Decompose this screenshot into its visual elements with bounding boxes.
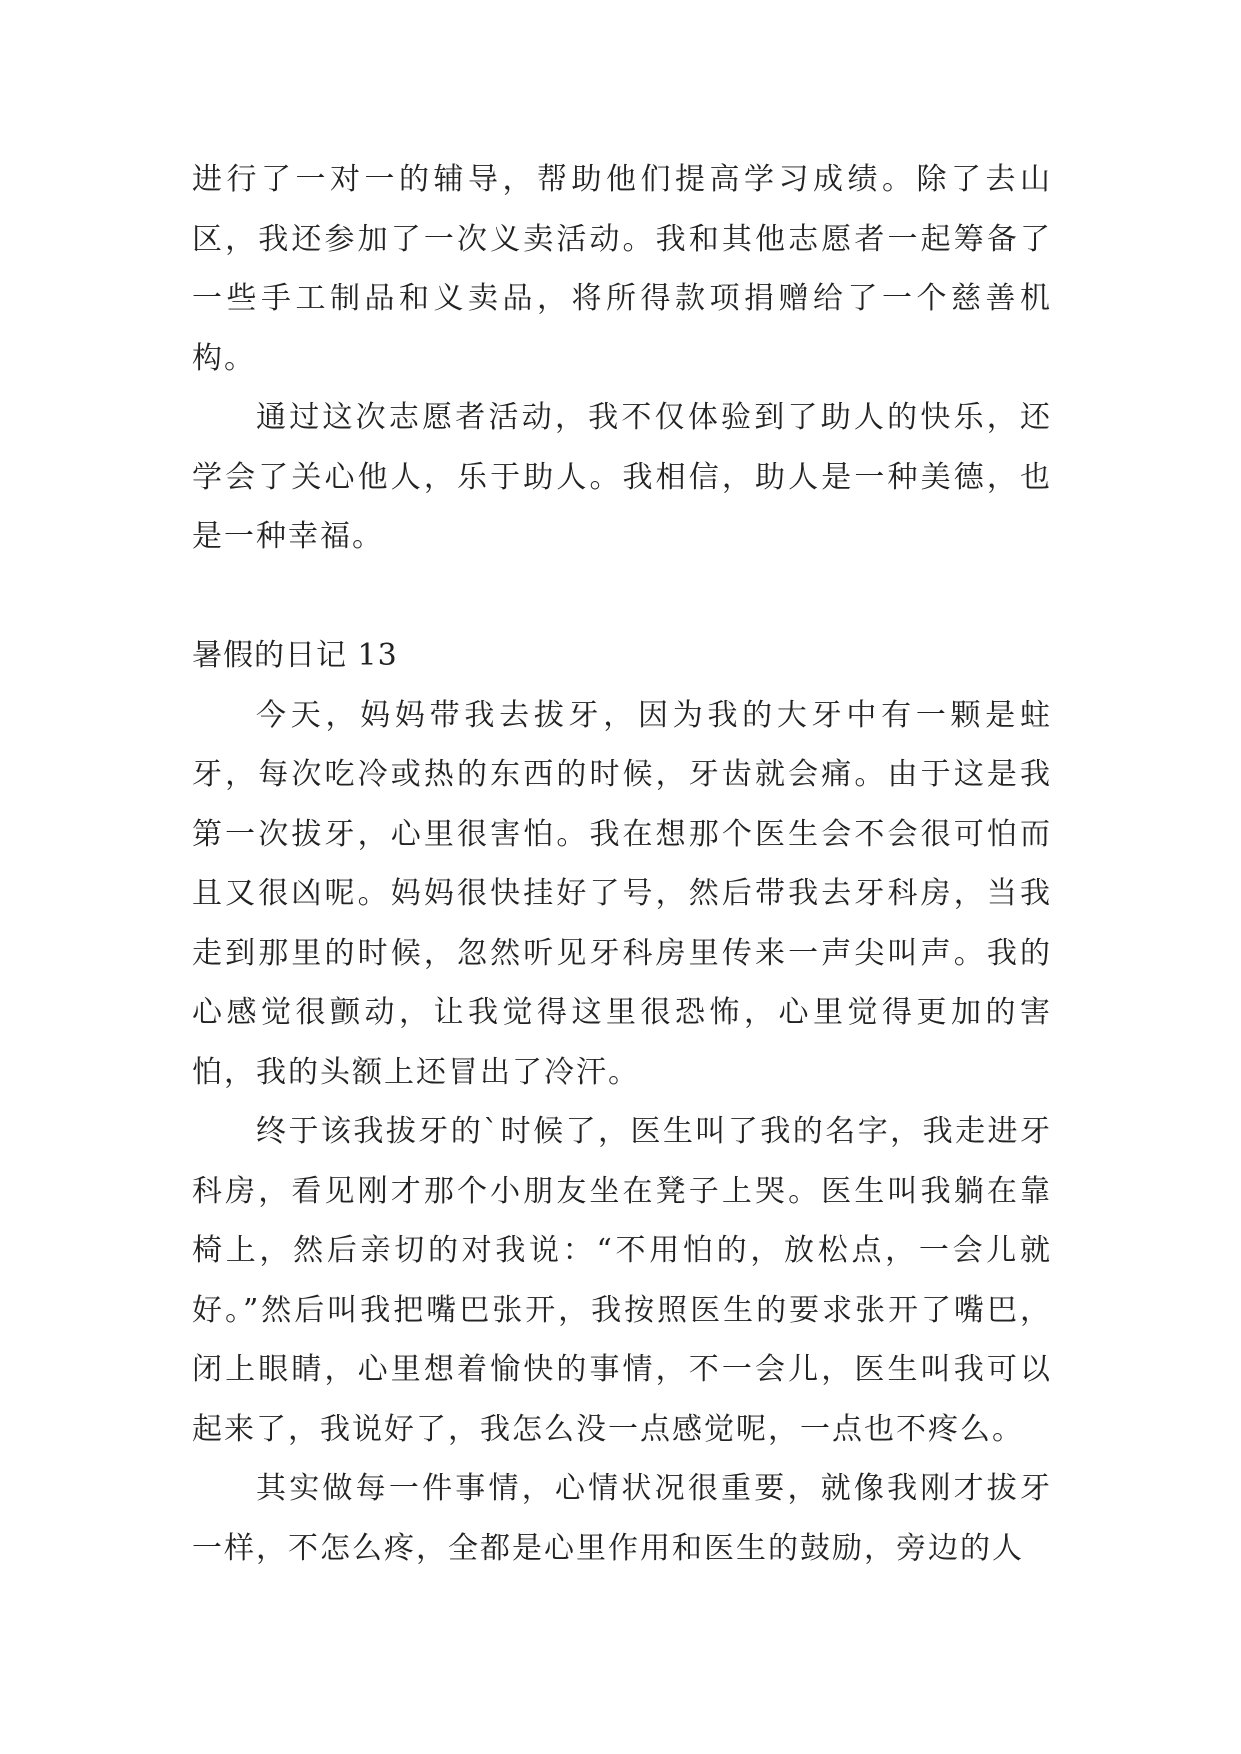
paragraph-3: 其实做每一件事情，心情状况很重要，就像我刚才拔牙一样，不怎么疼，全都是心里作用和医生的鼓励，旁边的人 — [192, 1471, 1052, 1566]
paragraph-1: 今天，妈妈带我去拔牙，因为我的大牙中有一颗是蛀牙，每次吃冷或热的东西的时候，牙齿就会痛。由于这是我第一次拔牙，心里很害怕。我在想那个医生会不会很可怕而且又很凶呢。妈妈很快挂好了号，然后带我去牙科房，当我走到那里的时候，忽然听见牙科房里传来一声尖叫声。我的心感觉很颤动，让我觉得这里很恐怖，心里觉得更加的害怕，我的头额上还冒出了冷汗。 — [192, 697, 1052, 1090]
paragraph-continued: 进行了一对一的辅导，帮助他们提高学习成绩。除了去山区，我还参加了一次义卖活动。我和其他志愿者一起筹备了一些手工制品和义卖品，将所得款项捐赠给了一个慈善机构。 — [192, 162, 1052, 376]
paragraph-2: 终于该我拔牙的`时候了，医生叫了我的名字，我走进牙科房，看见刚才那个小朋友坐在凳子上哭。医生叫我躺在靠椅上，然后亲切的对我说：“不用怕的，放松点，一会儿就好。”然后叫我把嘴巴张开，我按照医生的要求张开了嘴巴，闭上眼睛，心里想着愉快的事情，不一会儿，医生叫我可以起来了，我说好了，我怎么没一点感觉呢，一点也不疼么。 — [192, 1114, 1052, 1447]
section-title: 暑假的日记 13 — [192, 638, 398, 673]
document-page — [192, 150, 1052, 1578]
paragraph-reflection: 通过这次志愿者活动，我不仅体验到了助人的快乐，还学会了关心他人，乐于助人。我相信，助人是一种美德，也是一种幸福。 — [192, 400, 1052, 554]
